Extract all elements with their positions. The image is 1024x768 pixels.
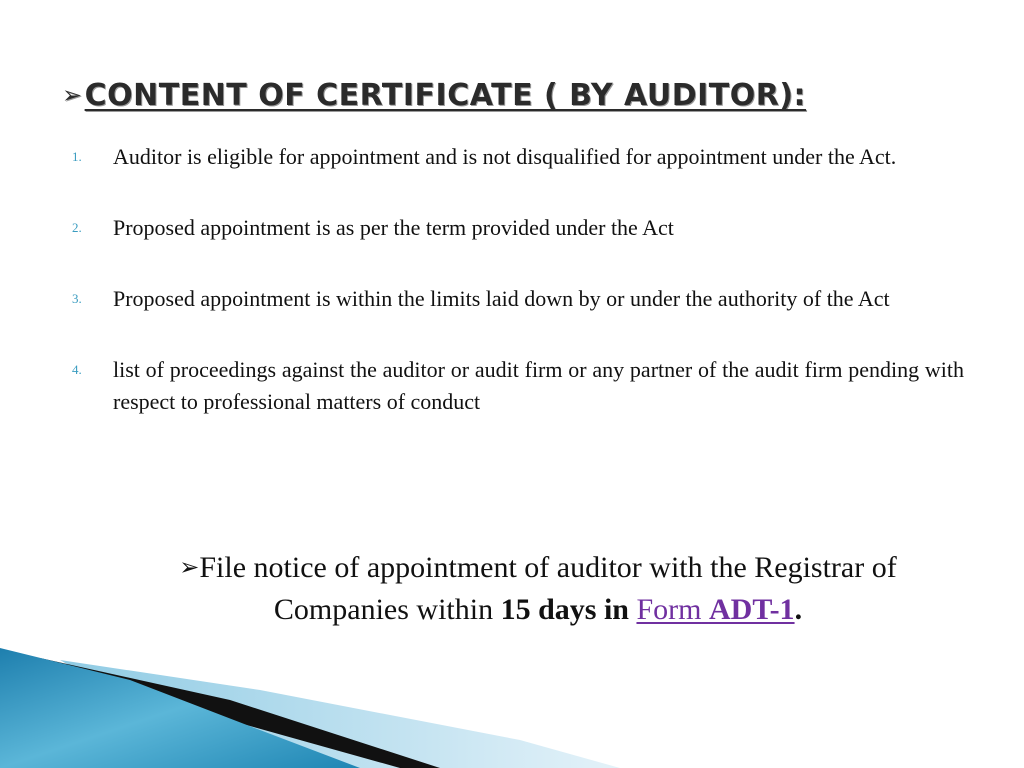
list-item-text: Auditor is eligible for appointment and is not disqualified for appointment under the Act. (113, 144, 897, 169)
slide-title-text: CONTENT OF CERTIFICATE ( BY AUDITOR): (84, 78, 807, 113)
list-item-number: 1. (72, 149, 82, 164)
list-item (72, 141, 964, 173)
form-link-label: Form (636, 593, 702, 626)
filing-deadline: 15 days in (500, 593, 629, 626)
filing-note-text: File notice of appointment of auditor with the Registrar of Companies within (199, 551, 897, 626)
list-item (72, 283, 964, 315)
list-item-text: list of proceedings against the auditor or audit firm or any partner of the audit firm pending with respect to professional matters of conduct (113, 357, 964, 414)
slide-title (62, 78, 962, 113)
arrow-bullet-icon: ➢ (179, 553, 200, 581)
list-item (72, 212, 964, 244)
arrow-bullet-icon: ➢ (62, 81, 83, 109)
list-item-number: 2. (72, 220, 82, 235)
filing-note-period: . (794, 593, 803, 626)
certificate-content-list (72, 141, 964, 457)
list-item-text: Proposed appointment is as per the term provided under the Act (113, 215, 674, 240)
form-link-code: ADT-1 (708, 593, 795, 626)
list-item (72, 354, 964, 418)
form-adt1-link[interactable] (636, 593, 794, 626)
list-item-number: 3. (72, 291, 82, 306)
list-item-text: Proposed appointment is within the limits laid down by or under the authority of the Act (113, 286, 890, 311)
filing-note (110, 546, 966, 631)
list-item-number: 4. (72, 362, 82, 377)
